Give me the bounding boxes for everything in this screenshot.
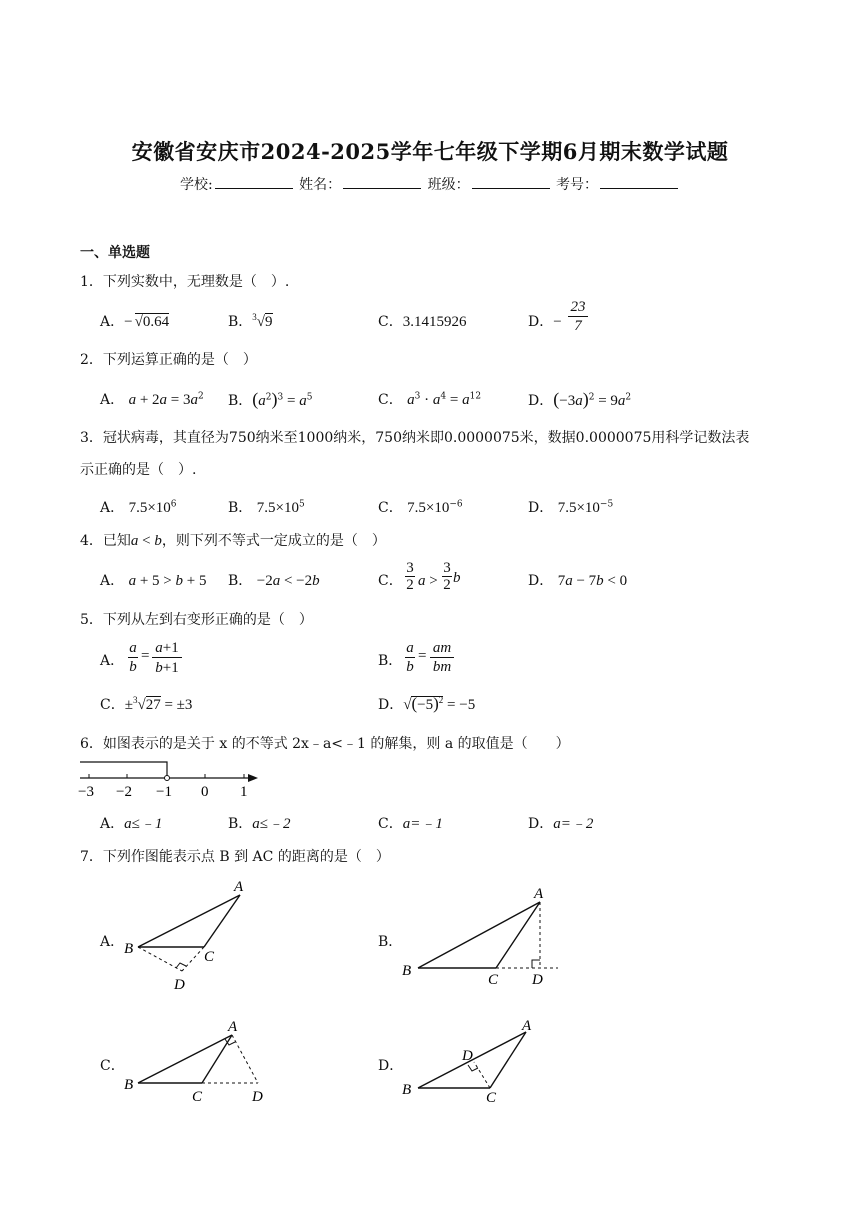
question-3-stem-cont: 示正确的是（ ）. xyxy=(80,462,197,478)
q3-option-b[interactable]: B． $7.5\times 10^5$ xyxy=(228,499,305,516)
q5b-rhs: am bm xyxy=(430,638,454,676)
question-1-stem: 1．下列实数中，无理数是（ ）. xyxy=(80,274,290,290)
student-info-line xyxy=(0,174,860,194)
svg-text:C: C xyxy=(488,972,499,988)
svg-text:C: C xyxy=(192,1089,203,1105)
svg-text:A: A xyxy=(228,1019,238,1035)
q3-option-a[interactable]: A． $7.5\times 10^6$ xyxy=(100,499,177,516)
point-c: C xyxy=(204,949,215,965)
q5b-lhs: a b xyxy=(406,640,414,675)
q7-option-a[interactable]: A． xyxy=(100,934,125,950)
question-2-stem: 2．下列运算正确的是（ ） xyxy=(80,352,257,368)
svg-text:D: D xyxy=(462,1048,473,1064)
label-neg2: −2 xyxy=(116,784,132,800)
label-neg1: −1 xyxy=(156,784,172,800)
q6-option-c[interactable]: C．a=﹣1 xyxy=(378,816,443,832)
q5b-eq: = xyxy=(418,648,427,664)
point-b: B xyxy=(124,941,134,957)
q2-option-d[interactable]: D．$(-3a)^2 = 9a^2$ xyxy=(528,389,632,409)
q6-option-a[interactable]: A．a≤﹣1 xyxy=(100,816,163,832)
class-label: 班级： xyxy=(427,177,470,193)
number-line-arrow xyxy=(248,774,258,782)
q7-figure-b xyxy=(398,880,568,990)
name-blank[interactable] xyxy=(343,176,421,189)
q2-option-b[interactable]: B．$(a^2)^3 = a^5$ xyxy=(228,389,313,409)
q6-option-d[interactable]: D．a=﹣2 xyxy=(528,816,594,832)
question-5-stem: 5．下列从左到右变形正确的是（ ） xyxy=(80,612,313,628)
q7-figure-c xyxy=(118,1015,278,1111)
point-a: A xyxy=(234,879,244,895)
q7-figure-d xyxy=(398,1012,548,1108)
number-line-figure xyxy=(74,758,264,800)
q7-option-d[interactable]: D． xyxy=(378,1058,404,1074)
q5-option-b[interactable]: B． xyxy=(378,653,403,669)
q6-option-b[interactable]: B．a≤﹣2 xyxy=(228,816,291,832)
svg-text:B: B xyxy=(124,1077,134,1093)
svg-text:C: C xyxy=(486,1090,497,1106)
question-6-stem: 6．如图表示的是关于 x 的不等式 2x﹣a<﹣1 的解集，则 a 的取值是（ ） xyxy=(80,736,570,752)
point-d: D xyxy=(174,977,185,993)
q2-option-c[interactable]: C． $a^3 \cdot a^4 = a^{12}$ xyxy=(378,391,482,408)
question-3-stem: 3．冠状病毒，其直径为750纳米至1000纳米，750纳米即0.0000075米，数据0.0000075用科学记数法表 xyxy=(80,430,750,446)
q4-option-c[interactable]: C． xyxy=(378,573,403,589)
q4-option-a[interactable]: A． a + 5 > b + 5 xyxy=(100,573,207,589)
q7-figure-a xyxy=(118,875,258,997)
school-label: 学校: xyxy=(179,177,213,193)
q5a-eq: = xyxy=(141,648,150,664)
svg-text:B: B xyxy=(402,963,412,979)
svg-text:A: A xyxy=(522,1018,532,1034)
label-neg3: −3 xyxy=(78,784,94,800)
svg-text:A: A xyxy=(534,886,544,902)
label-1: 1 xyxy=(240,784,248,800)
q4-option-b[interactable]: B． −2a < −2b xyxy=(228,573,320,589)
q1-fraction: 23 7 xyxy=(568,298,588,335)
class-blank[interactable] xyxy=(472,176,550,189)
q5a-lhs: a b xyxy=(129,640,137,675)
q4-option-d[interactable]: D． 7a − 7b < 0 xyxy=(528,573,628,589)
open-circle-marker xyxy=(165,776,170,781)
page-title: 安徽省安庆市2024-2025学年七年级下学期6月期末数学试题 xyxy=(131,139,729,164)
q4c-b: b xyxy=(453,570,461,586)
q4c-mid: a > xyxy=(418,573,438,589)
q5-option-a[interactable]: A． xyxy=(100,653,125,669)
q5-option-c[interactable]: C．±$^3$√27 = ±3 xyxy=(100,695,193,713)
q1-option-c[interactable]: C．3.1415926 xyxy=(378,314,467,330)
q7-option-c[interactable]: C． xyxy=(100,1058,125,1074)
q3-option-c[interactable]: C． $7.5\times 10^{-6}$ xyxy=(378,499,463,516)
question-7-stem: 7．下列作图能表示点 B 到 AC 的距离的是（ ） xyxy=(80,849,390,865)
q4c-frac-1: 3 2 xyxy=(406,560,414,593)
number-blank[interactable] xyxy=(600,176,678,189)
solution-ray xyxy=(80,762,167,776)
q5-option-d[interactable]: D．$√(-5)^2 = -5$ xyxy=(378,694,476,713)
label-0: 0 xyxy=(201,784,209,800)
svg-text:D: D xyxy=(532,972,543,988)
question-4-stem: 4．已知a < b，则下列不等式一定成立的是（ ） xyxy=(80,533,386,549)
name-label: 姓名： xyxy=(299,177,342,193)
q4c-frac-2: 3 2 xyxy=(443,560,451,593)
section-heading: 一、单选题 xyxy=(80,245,150,261)
school-blank[interactable] xyxy=(215,176,293,189)
q5a-rhs: a+1 b+1 xyxy=(152,638,182,677)
q1-option-d[interactable]: D．− xyxy=(528,314,562,330)
q1-option-a[interactable]: A．− √0.64 xyxy=(100,314,170,330)
number-label: 考号： xyxy=(556,177,599,193)
q2-option-a[interactable]: A． $a + 2a = 3a^2$ xyxy=(100,391,204,408)
svg-text:D: D xyxy=(252,1089,263,1105)
q7-option-b[interactable]: B． xyxy=(378,934,403,950)
svg-text:B: B xyxy=(402,1082,412,1098)
q1-option-b[interactable]: B．$^3$√9 xyxy=(228,312,273,330)
q3-option-d[interactable]: D． $7.5\times 10^{-5}$ xyxy=(528,499,614,516)
